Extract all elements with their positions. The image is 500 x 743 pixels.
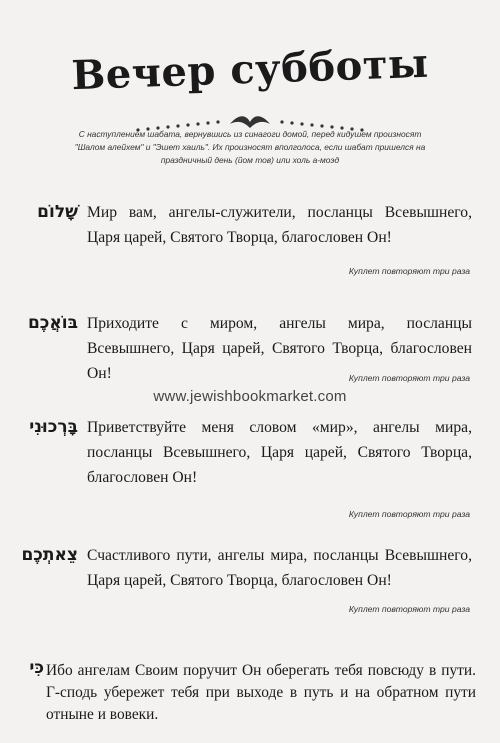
- repeat-note: Куплет повторяют три раза: [348, 509, 470, 519]
- verse-hebrew-word: בָּרְכוּנִי: [29, 417, 78, 437]
- page-title: Вечер субботы: [70, 39, 430, 100]
- final-hebrew-word: כִּי: [29, 658, 44, 678]
- repeat-note: Куплет повторяют три раза: [348, 373, 470, 383]
- title-block: [0, 28, 500, 118]
- verse-text: Приходите с миром, ангелы мира, посланцы Всевышнего, Царя царей, Святого Творца, благословен Он!: [87, 315, 472, 382]
- verse-hebrew-word: בּוֹאֲכֶם: [27, 313, 78, 333]
- verse-hebrew-word: צֵאתְכֶם: [21, 545, 78, 565]
- verse-text: Мир вам, ангелы-служители, посланцы Всевышнего, Царя царей, Святого Творца, благословен Он!: [87, 204, 472, 246]
- verse-text: Счастливого пути, ангелы мира, посланцы Всевышнего, Царя царей, Святого Творца, благословен Он!: [87, 547, 472, 589]
- verse-text: Приветствуйте меня словом «мир», ангелы мира, посланцы Всевышнего, Царя царей, Святого Творца, благословен Он!: [87, 419, 472, 486]
- final-verse-text: Ибо ангелам Своим поручит Он оберегать тебя повсюду в пути. Г-сподь убережет тебя при выходе в путь и на обратном пути отныне и вовеки.: [46, 662, 476, 723]
- verse-hebrew-word: שָׁלוֹם: [37, 202, 78, 222]
- repeat-note: Куплет повторяют три раза: [348, 266, 470, 276]
- watermark: www.jewishbookmarket.com: [153, 388, 347, 405]
- intro-text: С наступлением шабата, вернувшись из синагоги домой, перед кидушем произносят "Шалом алейхем" и "Эшет хаиль". Их произносят вполголоса, если шабат пришелся на праздничный день (йом тов) или холь а-моэд: [74, 129, 426, 165]
- repeat-note: Куплет повторяют три раза: [348, 604, 470, 614]
